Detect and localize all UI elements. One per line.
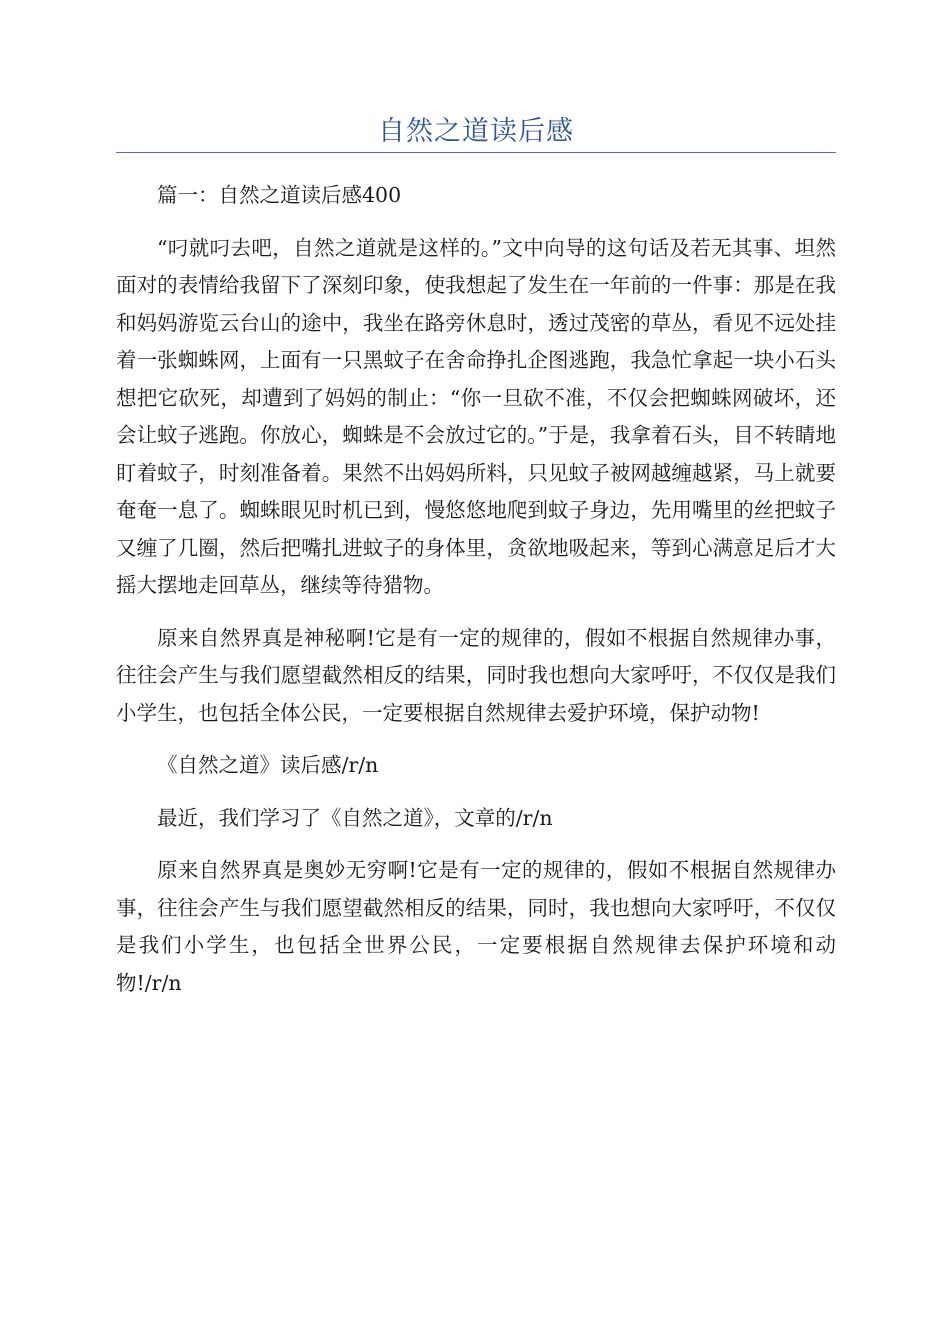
paragraph-intro: 最近，我们学习了《自然之道》，文章的/r/n	[157, 805, 553, 830]
paragraph-subtitle: 《自然之道》读后感/r/n	[157, 753, 379, 777]
paragraph-heading: 篇一：自然之道读后感400	[157, 183, 402, 207]
paragraph-conclusion: 原来自然界真是奥妙无穷啊!它是有一定的规律的，假如不根据自然规律办事，往往会产生与我们愿望截然相反的结果，同时，我也想向大家呼吁，不仅仅是我们小学生，也包括全世界公民，一定要根据自然规律去保护环境和动物!/r/n	[116, 858, 836, 995]
title-underline	[116, 152, 836, 153]
document-title: 自然之道读后感	[378, 116, 574, 147]
document-page	[116, 0, 836, 1002]
paragraph-reflection: 原来自然界真是神秘啊!它是有一定的规律的，假如不根据自然规律办事，往往会产生与我们愿望截然相反的结果，同时我也想向大家呼吁，不仅仅是我们小学生，也包括全体公民，一定要根据自然规律去爱护环境，保护动物!	[116, 625, 836, 725]
paragraph-story: “叼就叼去吧，自然之道就是这样的。”文中向导的这句话及若无其事、坦然面对的表情给我留下了深刻印象，使我想起了发生在一年前的一件事：那是在我和妈妈游览云台山的途中，我坐在路旁休息时，透过茂密的草丛，看见不远处挂着一张蜘蛛网，上面有一只黑蚊子在舍命挣扎企图逃跑，我急忙拿起一块小石头想把它砍死，却遭到了妈妈的制止：“你一旦砍不准，不仅会把蜘蛛网破坏，还会让蚊子逃跑。你放心，蜘蛛是不会放过它的。”于是，我拿着石头，目不转睛地盯着蚊子，时刻准备着。果然不出妈妈所料，只见蚊子被网越缠越紧，马上就要奄奄一息了。蜘蛛眼见时机已到，慢悠悠地爬到蚊子身边，先用嘴里的丝把蚊子又缠了几圈，然后把嘴扎进蚊子的身体里，贪欲地吸起来，等到心满意足后才大摇大摆地走回草丛，继续等待猎物。	[116, 235, 836, 597]
